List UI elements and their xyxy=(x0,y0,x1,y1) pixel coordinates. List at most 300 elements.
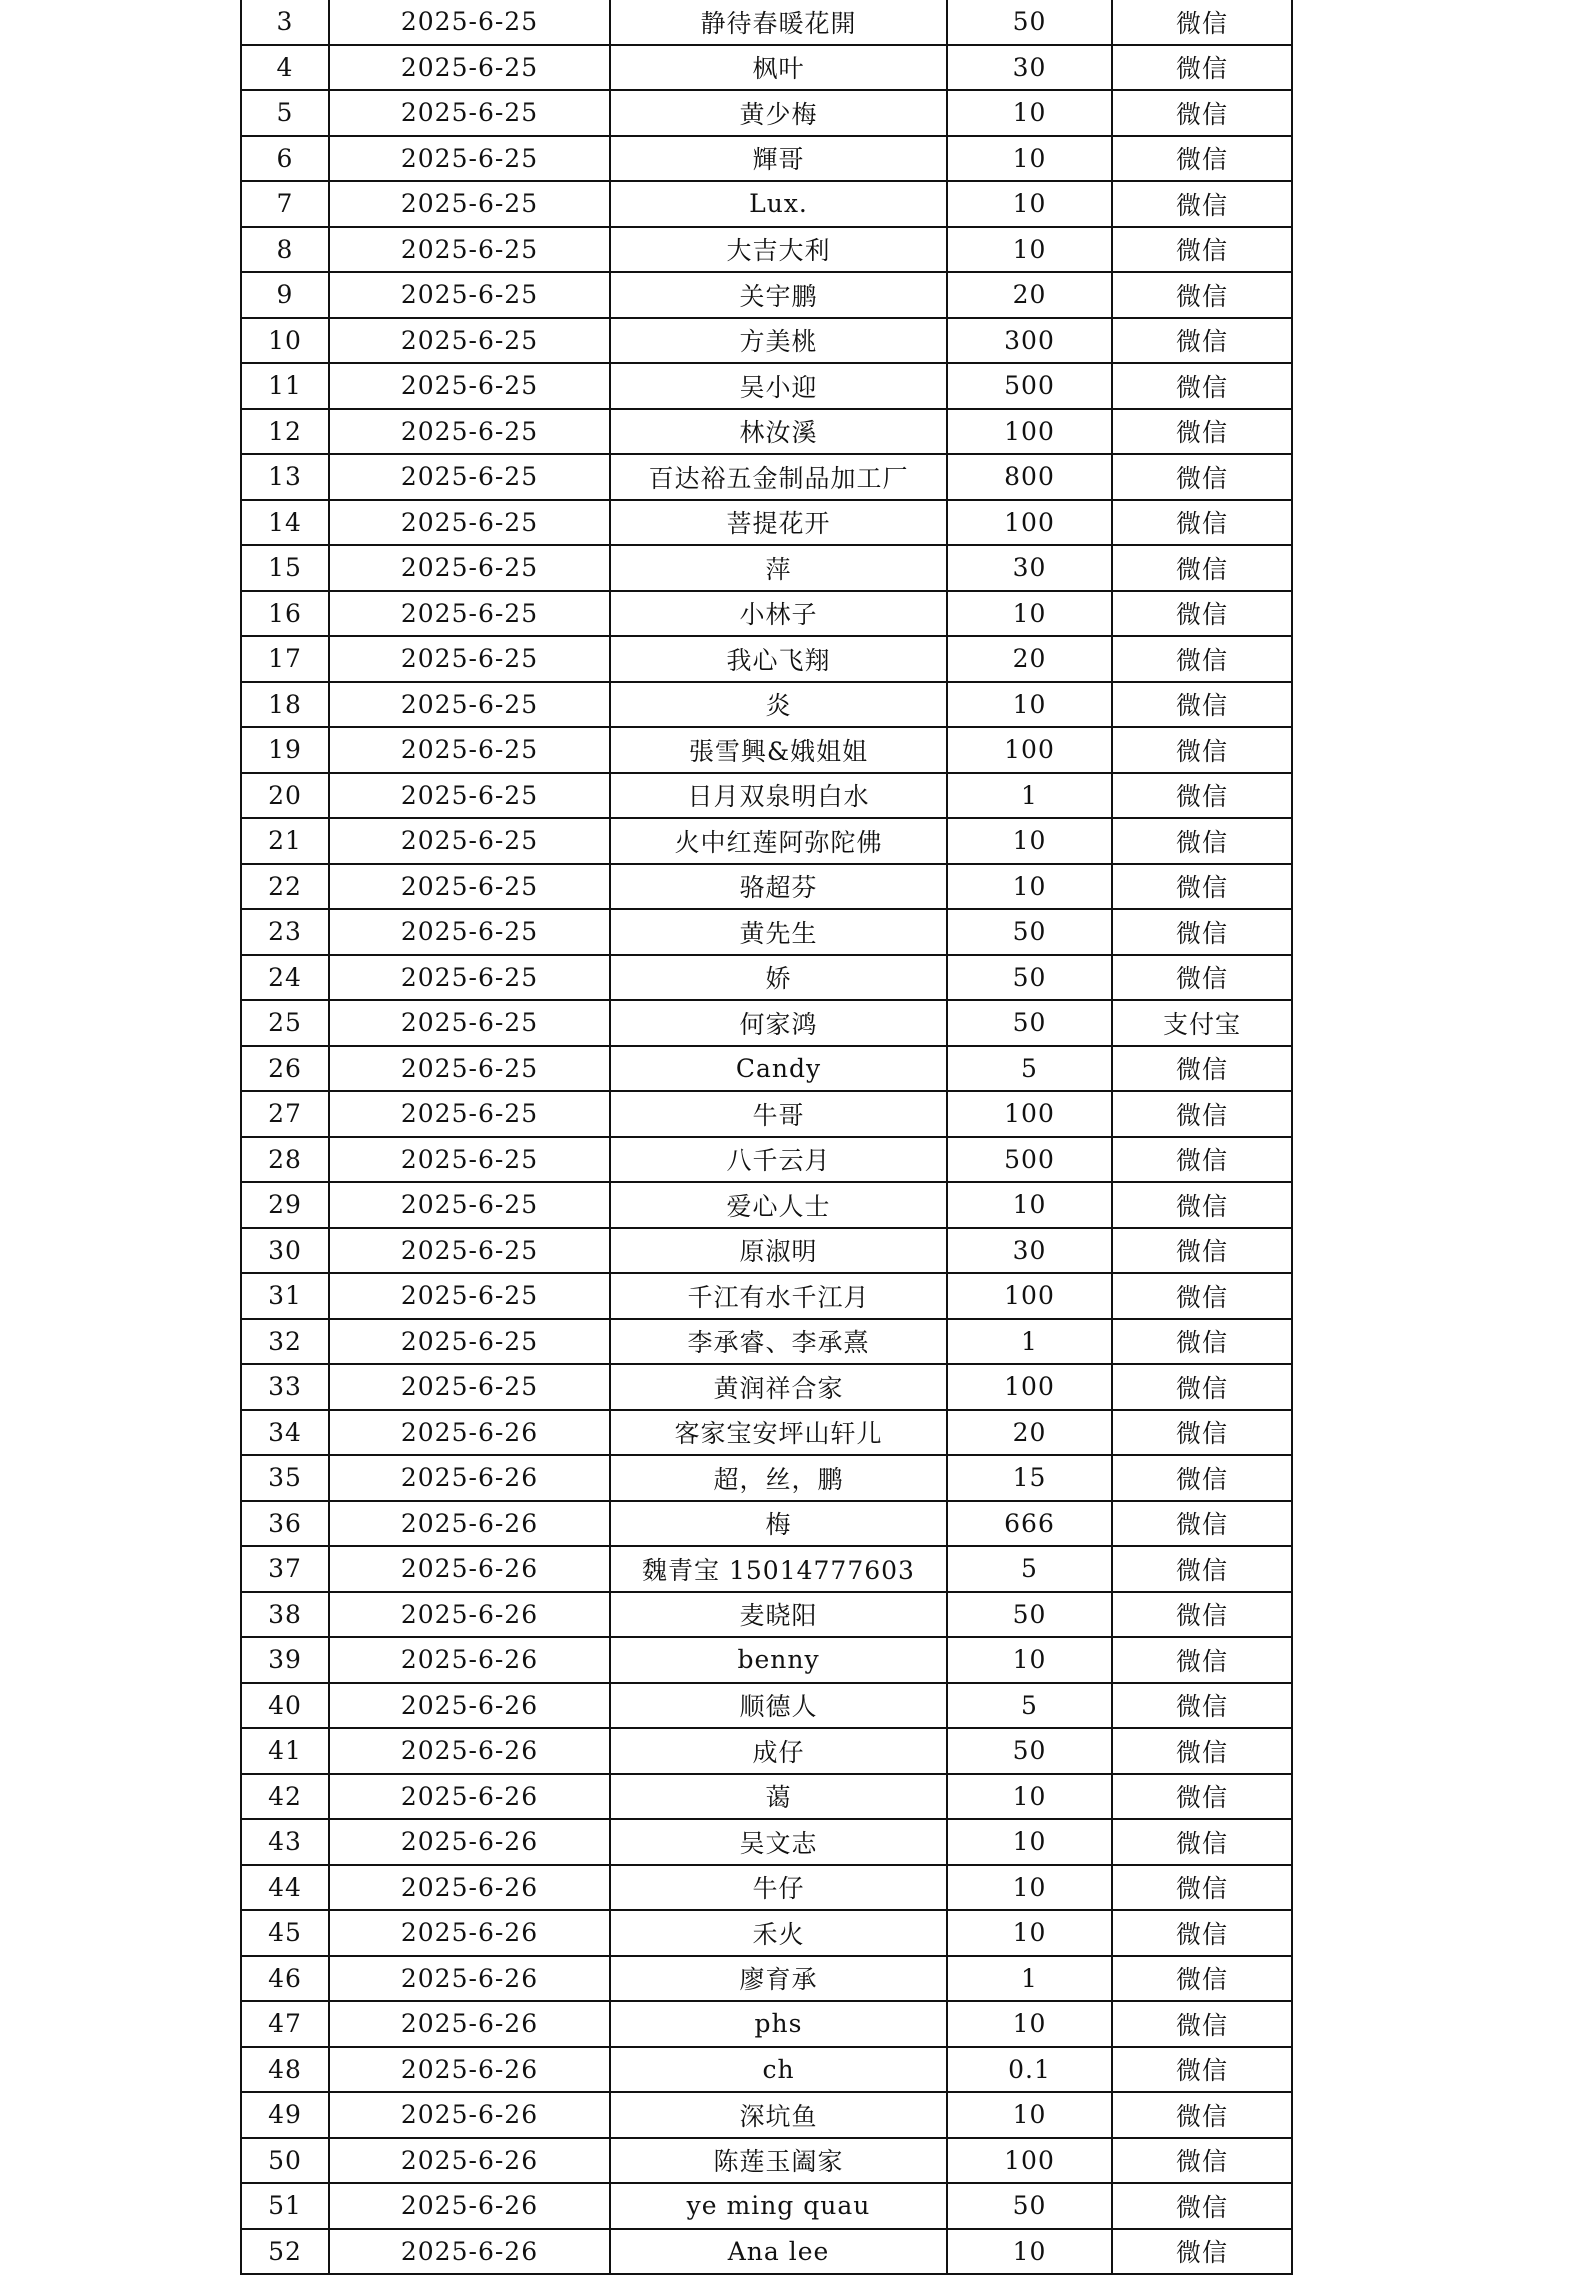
date-cell: 2025-6-26 xyxy=(329,1683,610,1729)
table-row xyxy=(241,1865,1292,1911)
amount-cell: 0.1 xyxy=(947,2047,1112,2093)
row-number-cell: 23 xyxy=(241,909,329,955)
amount-cell: 10 xyxy=(947,1182,1112,1228)
table-row xyxy=(241,409,1292,455)
amount-cell: 10 xyxy=(947,227,1112,273)
donor-name-cell: 吴小迎 xyxy=(610,363,947,409)
payment-method-cell: 微信 xyxy=(1112,1182,1292,1228)
row-number-cell: 47 xyxy=(241,2001,329,2047)
date-cell: 2025-6-25 xyxy=(329,409,610,455)
donor-name-cell: 我心飞翔 xyxy=(610,636,947,682)
donor-name-cell: 李承睿、李承熹 xyxy=(610,1319,947,1365)
donor-name-cell: 关宇鹏 xyxy=(610,272,947,318)
donor-name-cell: 黄润祥合家 xyxy=(610,1364,947,1410)
row-number-cell: 10 xyxy=(241,318,329,364)
row-number-cell: 40 xyxy=(241,1683,329,1729)
payment-method-cell: 支付宝 xyxy=(1112,1000,1292,1046)
donor-name-cell: 炎 xyxy=(610,682,947,728)
amount-cell: 5 xyxy=(947,1683,1112,1729)
payment-method-cell: 微信 xyxy=(1112,2092,1292,2138)
payment-method-cell: 微信 xyxy=(1112,1592,1292,1638)
payment-method-cell: 微信 xyxy=(1112,1091,1292,1137)
table-row xyxy=(241,136,1292,182)
payment-method-cell: 微信 xyxy=(1112,2229,1292,2275)
payment-method-cell: 微信 xyxy=(1112,2183,1292,2229)
table-row xyxy=(241,864,1292,910)
payment-method-cell: 微信 xyxy=(1112,1228,1292,1274)
amount-cell: 5 xyxy=(947,1546,1112,1592)
table-row xyxy=(241,545,1292,591)
table-row xyxy=(241,1819,1292,1865)
payment-method-cell: 微信 xyxy=(1112,1956,1292,2002)
date-cell: 2025-6-25 xyxy=(329,773,610,819)
table-row xyxy=(241,1364,1292,1410)
amount-cell: 100 xyxy=(947,2138,1112,2184)
row-number-cell: 49 xyxy=(241,2092,329,2138)
date-cell: 2025-6-26 xyxy=(329,1865,610,1911)
amount-cell: 1 xyxy=(947,1319,1112,1365)
amount-cell: 10 xyxy=(947,818,1112,864)
row-number-cell: 8 xyxy=(241,227,329,273)
table-row xyxy=(241,1637,1292,1683)
donor-name-cell: Ana lee xyxy=(610,2229,947,2275)
table-row xyxy=(241,1501,1292,1547)
date-cell: 2025-6-25 xyxy=(329,318,610,364)
table-row xyxy=(241,2229,1292,2275)
donor-name-cell: 深坑鱼 xyxy=(610,2092,947,2138)
date-cell: 2025-6-25 xyxy=(329,272,610,318)
donor-name-cell: benny xyxy=(610,1637,947,1683)
row-number-cell: 22 xyxy=(241,864,329,910)
donor-name-cell: 百达裕五金制品加工厂 xyxy=(610,454,947,500)
donor-name-cell: 客家宝安坪山轩儿 xyxy=(610,1410,947,1456)
donor-name-cell: 枫叶 xyxy=(610,45,947,91)
payment-method-cell: 微信 xyxy=(1112,136,1292,182)
payment-method-cell: 微信 xyxy=(1112,500,1292,546)
table-row xyxy=(241,181,1292,227)
donor-name-cell: 爱心人士 xyxy=(610,1182,947,1228)
table-row xyxy=(241,2183,1292,2229)
table-row xyxy=(241,909,1292,955)
amount-cell: 10 xyxy=(947,591,1112,637)
row-number-cell: 35 xyxy=(241,1455,329,1501)
amount-cell: 30 xyxy=(947,45,1112,91)
amount-cell: 10 xyxy=(947,1637,1112,1683)
donor-name-cell: Lux. xyxy=(610,181,947,227)
amount-cell: 10 xyxy=(947,1819,1112,1865)
table-row xyxy=(241,1091,1292,1137)
payment-method-cell: 微信 xyxy=(1112,818,1292,864)
row-number-cell: 26 xyxy=(241,1046,329,1092)
table-row xyxy=(241,1683,1292,1729)
amount-cell: 10 xyxy=(947,181,1112,227)
row-number-cell: 30 xyxy=(241,1228,329,1274)
date-cell: 2025-6-25 xyxy=(329,136,610,182)
date-cell: 2025-6-26 xyxy=(329,1410,610,1456)
payment-method-cell: 微信 xyxy=(1112,1637,1292,1683)
date-cell: 2025-6-25 xyxy=(329,363,610,409)
table-row xyxy=(241,2001,1292,2047)
payment-method-cell: 微信 xyxy=(1112,682,1292,728)
amount-cell: 10 xyxy=(947,682,1112,728)
donor-name-cell: 方美桃 xyxy=(610,318,947,364)
amount-cell: 10 xyxy=(947,2229,1112,2275)
row-number-cell: 12 xyxy=(241,409,329,455)
date-cell: 2025-6-26 xyxy=(329,1910,610,1956)
date-cell: 2025-6-25 xyxy=(329,454,610,500)
amount-cell: 50 xyxy=(947,0,1112,45)
donor-name-cell: 魏青宝 15014777603 xyxy=(610,1546,947,1592)
table-row xyxy=(241,1592,1292,1638)
payment-method-cell: 微信 xyxy=(1112,1137,1292,1183)
row-number-cell: 45 xyxy=(241,1910,329,1956)
donor-name-cell: 禾火 xyxy=(610,1910,947,1956)
donor-name-cell: ch xyxy=(610,2047,947,2093)
date-cell: 2025-6-25 xyxy=(329,500,610,546)
row-number-cell: 17 xyxy=(241,636,329,682)
row-number-cell: 9 xyxy=(241,272,329,318)
date-cell: 2025-6-25 xyxy=(329,1319,610,1365)
date-cell: 2025-6-25 xyxy=(329,1228,610,1274)
date-cell: 2025-6-25 xyxy=(329,636,610,682)
amount-cell: 50 xyxy=(947,1592,1112,1638)
payment-method-cell: 微信 xyxy=(1112,864,1292,910)
amount-cell: 50 xyxy=(947,1000,1112,1046)
date-cell: 2025-6-26 xyxy=(329,1455,610,1501)
payment-method-cell: 微信 xyxy=(1112,727,1292,773)
payment-method-cell: 微信 xyxy=(1112,409,1292,455)
donor-name-cell: 陈莲玉阖家 xyxy=(610,2138,947,2184)
payment-method-cell: 微信 xyxy=(1112,591,1292,637)
donor-name-cell: 静待春暖花開 xyxy=(610,0,947,45)
donor-name-cell: 輝哥 xyxy=(610,136,947,182)
table-row xyxy=(241,1910,1292,1956)
row-number-cell: 31 xyxy=(241,1273,329,1319)
row-number-cell: 36 xyxy=(241,1501,329,1547)
amount-cell: 100 xyxy=(947,1364,1112,1410)
date-cell: 2025-6-25 xyxy=(329,1000,610,1046)
amount-cell: 20 xyxy=(947,1410,1112,1456)
amount-cell: 1 xyxy=(947,1956,1112,2002)
amount-cell: 10 xyxy=(947,1910,1112,1956)
table-row xyxy=(241,636,1292,682)
donor-name-cell: 吴文志 xyxy=(610,1819,947,1865)
payment-method-cell: 微信 xyxy=(1112,955,1292,1001)
date-cell: 2025-6-25 xyxy=(329,0,610,45)
date-cell: 2025-6-25 xyxy=(329,864,610,910)
amount-cell: 100 xyxy=(947,1091,1112,1137)
donor-name-cell: 原淑明 xyxy=(610,1228,947,1274)
donor-name-cell: 牛哥 xyxy=(610,1091,947,1137)
payment-method-cell: 微信 xyxy=(1112,1819,1292,1865)
payment-method-cell: 微信 xyxy=(1112,1273,1292,1319)
table-row xyxy=(241,2047,1292,2093)
amount-cell: 50 xyxy=(947,955,1112,1001)
row-number-cell: 5 xyxy=(241,90,329,136)
payment-method-cell: 微信 xyxy=(1112,2047,1292,2093)
date-cell: 2025-6-25 xyxy=(329,591,610,637)
amount-cell: 666 xyxy=(947,1501,1112,1547)
donor-name-cell: 牛仔 xyxy=(610,1865,947,1911)
table-row xyxy=(241,227,1292,273)
table-row xyxy=(241,90,1292,136)
row-number-cell: 52 xyxy=(241,2229,329,2275)
row-number-cell: 21 xyxy=(241,818,329,864)
date-cell: 2025-6-26 xyxy=(329,1637,610,1683)
amount-cell: 500 xyxy=(947,363,1112,409)
row-number-cell: 46 xyxy=(241,1956,329,2002)
date-cell: 2025-6-26 xyxy=(329,2092,610,2138)
table-row xyxy=(241,1228,1292,1274)
donor-name-cell: 火中红莲阿弥陀佛 xyxy=(610,818,947,864)
amount-cell: 10 xyxy=(947,136,1112,182)
table-row xyxy=(241,818,1292,864)
row-number-cell: 7 xyxy=(241,181,329,227)
date-cell: 2025-6-25 xyxy=(329,682,610,728)
row-number-cell: 24 xyxy=(241,955,329,1001)
donor-name-cell: ye ming quau xyxy=(610,2183,947,2229)
donor-name-cell: 小林子 xyxy=(610,591,947,637)
amount-cell: 20 xyxy=(947,272,1112,318)
date-cell: 2025-6-26 xyxy=(329,1592,610,1638)
amount-cell: 100 xyxy=(947,1273,1112,1319)
date-cell: 2025-6-25 xyxy=(329,1364,610,1410)
table-row xyxy=(241,591,1292,637)
date-cell: 2025-6-25 xyxy=(329,818,610,864)
table-row xyxy=(241,272,1292,318)
date-cell: 2025-6-26 xyxy=(329,1819,610,1865)
payment-method-cell: 微信 xyxy=(1112,90,1292,136)
payment-method-cell: 微信 xyxy=(1112,1501,1292,1547)
row-number-cell: 27 xyxy=(241,1091,329,1137)
amount-cell: 100 xyxy=(947,500,1112,546)
amount-cell: 100 xyxy=(947,409,1112,455)
row-number-cell: 4 xyxy=(241,45,329,91)
donor-name-cell: 娇 xyxy=(610,955,947,1001)
table-row xyxy=(241,1455,1292,1501)
amount-cell: 100 xyxy=(947,727,1112,773)
row-number-cell: 15 xyxy=(241,545,329,591)
row-number-cell: 29 xyxy=(241,1182,329,1228)
payment-method-cell: 微信 xyxy=(1112,1410,1292,1456)
donor-name-cell: 梅 xyxy=(610,1501,947,1547)
donor-name-cell: 顺德人 xyxy=(610,1683,947,1729)
payment-method-cell: 微信 xyxy=(1112,363,1292,409)
table-row xyxy=(241,682,1292,728)
date-cell: 2025-6-25 xyxy=(329,1046,610,1092)
payment-method-cell: 微信 xyxy=(1112,1865,1292,1911)
table-row xyxy=(241,2138,1292,2184)
amount-cell: 20 xyxy=(947,636,1112,682)
donor-name-cell: 骆超芬 xyxy=(610,864,947,910)
date-cell: 2025-6-25 xyxy=(329,227,610,273)
table-row xyxy=(241,1000,1292,1046)
row-number-cell: 41 xyxy=(241,1728,329,1774)
table-row xyxy=(241,1546,1292,1592)
donor-name-cell: 黄少梅 xyxy=(610,90,947,136)
donor-name-cell: 麦晓阳 xyxy=(610,1592,947,1638)
amount-cell: 500 xyxy=(947,1137,1112,1183)
date-cell: 2025-6-25 xyxy=(329,727,610,773)
date-cell: 2025-6-26 xyxy=(329,2047,610,2093)
row-number-cell: 19 xyxy=(241,727,329,773)
payment-method-cell: 微信 xyxy=(1112,773,1292,819)
row-number-cell: 50 xyxy=(241,2138,329,2184)
amount-cell: 10 xyxy=(947,2092,1112,2138)
row-number-cell: 18 xyxy=(241,682,329,728)
amount-cell: 30 xyxy=(947,1228,1112,1274)
date-cell: 2025-6-25 xyxy=(329,545,610,591)
donor-name-cell: 千江有水千江月 xyxy=(610,1273,947,1319)
row-number-cell: 25 xyxy=(241,1000,329,1046)
payment-method-cell: 微信 xyxy=(1112,1546,1292,1592)
row-number-cell: 32 xyxy=(241,1319,329,1365)
table-row xyxy=(241,2092,1292,2138)
table-row xyxy=(241,1410,1292,1456)
payment-method-cell: 微信 xyxy=(1112,0,1292,45)
row-number-cell: 20 xyxy=(241,773,329,819)
row-number-cell: 42 xyxy=(241,1774,329,1820)
table-row xyxy=(241,1319,1292,1365)
table-row xyxy=(241,1273,1292,1319)
table-row xyxy=(241,0,1292,45)
date-cell: 2025-6-25 xyxy=(329,1273,610,1319)
row-number-cell: 28 xyxy=(241,1137,329,1183)
date-cell: 2025-6-26 xyxy=(329,2229,610,2275)
donation-table xyxy=(240,0,1293,2275)
payment-method-cell: 微信 xyxy=(1112,2138,1292,2184)
date-cell: 2025-6-25 xyxy=(329,909,610,955)
row-number-cell: 48 xyxy=(241,2047,329,2093)
payment-method-cell: 微信 xyxy=(1112,272,1292,318)
table-row xyxy=(241,1774,1292,1820)
date-cell: 2025-6-25 xyxy=(329,181,610,227)
date-cell: 2025-6-26 xyxy=(329,1728,610,1774)
donor-name-cell: 林汝溪 xyxy=(610,409,947,455)
amount-cell: 10 xyxy=(947,1774,1112,1820)
donor-name-cell: phs xyxy=(610,2001,947,2047)
amount-cell: 10 xyxy=(947,2001,1112,2047)
amount-cell: 300 xyxy=(947,318,1112,364)
row-number-cell: 14 xyxy=(241,500,329,546)
table-row xyxy=(241,318,1292,364)
donor-name-cell: 成仔 xyxy=(610,1728,947,1774)
amount-cell: 800 xyxy=(947,454,1112,500)
payment-method-cell: 微信 xyxy=(1112,227,1292,273)
row-number-cell: 11 xyxy=(241,363,329,409)
table-row xyxy=(241,1956,1292,2002)
table-row xyxy=(241,1728,1292,1774)
row-number-cell: 43 xyxy=(241,1819,329,1865)
payment-method-cell: 微信 xyxy=(1112,45,1292,91)
date-cell: 2025-6-26 xyxy=(329,1956,610,2002)
row-number-cell: 13 xyxy=(241,454,329,500)
amount-cell: 5 xyxy=(947,1046,1112,1092)
table-row xyxy=(241,727,1292,773)
row-number-cell: 34 xyxy=(241,1410,329,1456)
table-row xyxy=(241,454,1292,500)
date-cell: 2025-6-26 xyxy=(329,1774,610,1820)
payment-method-cell: 微信 xyxy=(1112,1455,1292,1501)
donor-name-cell: 八千云月 xyxy=(610,1137,947,1183)
table-row xyxy=(241,1046,1292,1092)
amount-cell: 10 xyxy=(947,864,1112,910)
row-number-cell: 16 xyxy=(241,591,329,637)
payment-method-cell: 微信 xyxy=(1112,2001,1292,2047)
date-cell: 2025-6-26 xyxy=(329,1501,610,1547)
donor-name-cell: 廖育承 xyxy=(610,1956,947,2002)
date-cell: 2025-6-25 xyxy=(329,1182,610,1228)
payment-method-cell: 微信 xyxy=(1112,181,1292,227)
date-cell: 2025-6-26 xyxy=(329,2183,610,2229)
payment-method-cell: 微信 xyxy=(1112,1683,1292,1729)
donation-table-body xyxy=(241,0,1292,2274)
date-cell: 2025-6-26 xyxy=(329,1546,610,1592)
donor-name-cell: 何家鸿 xyxy=(610,1000,947,1046)
amount-cell: 1 xyxy=(947,773,1112,819)
date-cell: 2025-6-25 xyxy=(329,1137,610,1183)
payment-method-cell: 微信 xyxy=(1112,1046,1292,1092)
donor-name-cell: 菩提花开 xyxy=(610,500,947,546)
payment-method-cell: 微信 xyxy=(1112,454,1292,500)
date-cell: 2025-6-25 xyxy=(329,45,610,91)
amount-cell: 10 xyxy=(947,1865,1112,1911)
row-number-cell: 33 xyxy=(241,1364,329,1410)
table-row xyxy=(241,1137,1292,1183)
donor-name-cell: 大吉大利 xyxy=(610,227,947,273)
payment-method-cell: 微信 xyxy=(1112,909,1292,955)
table-row xyxy=(241,500,1292,546)
table-row xyxy=(241,773,1292,819)
date-cell: 2025-6-25 xyxy=(329,955,610,1001)
row-number-cell: 3 xyxy=(241,0,329,45)
table-row xyxy=(241,955,1292,1001)
payment-method-cell: 微信 xyxy=(1112,318,1292,364)
donor-name-cell: 張雪興&娥姐姐 xyxy=(610,727,947,773)
donor-name-cell: 超，丝，鹏 xyxy=(610,1455,947,1501)
payment-method-cell: 微信 xyxy=(1112,1319,1292,1365)
donor-name-cell: 萍 xyxy=(610,545,947,591)
date-cell: 2025-6-25 xyxy=(329,1091,610,1137)
row-number-cell: 51 xyxy=(241,2183,329,2229)
row-number-cell: 39 xyxy=(241,1637,329,1683)
payment-method-cell: 微信 xyxy=(1112,545,1292,591)
row-number-cell: 37 xyxy=(241,1546,329,1592)
donor-name-cell: 蔼 xyxy=(610,1774,947,1820)
amount-cell: 50 xyxy=(947,909,1112,955)
row-number-cell: 6 xyxy=(241,136,329,182)
row-number-cell: 44 xyxy=(241,1865,329,1911)
payment-method-cell: 微信 xyxy=(1112,1364,1292,1410)
table-row xyxy=(241,363,1292,409)
amount-cell: 15 xyxy=(947,1455,1112,1501)
donor-name-cell: 黄先生 xyxy=(610,909,947,955)
amount-cell: 50 xyxy=(947,1728,1112,1774)
date-cell: 2025-6-26 xyxy=(329,2138,610,2184)
amount-cell: 50 xyxy=(947,2183,1112,2229)
payment-method-cell: 微信 xyxy=(1112,1910,1292,1956)
amount-cell: 30 xyxy=(947,545,1112,591)
table-row xyxy=(241,45,1292,91)
payment-method-cell: 微信 xyxy=(1112,1728,1292,1774)
table-row xyxy=(241,1182,1292,1228)
donor-name-cell: Candy xyxy=(610,1046,947,1092)
date-cell: 2025-6-26 xyxy=(329,2001,610,2047)
amount-cell: 10 xyxy=(947,90,1112,136)
payment-method-cell: 微信 xyxy=(1112,636,1292,682)
row-number-cell: 38 xyxy=(241,1592,329,1638)
date-cell: 2025-6-25 xyxy=(329,90,610,136)
